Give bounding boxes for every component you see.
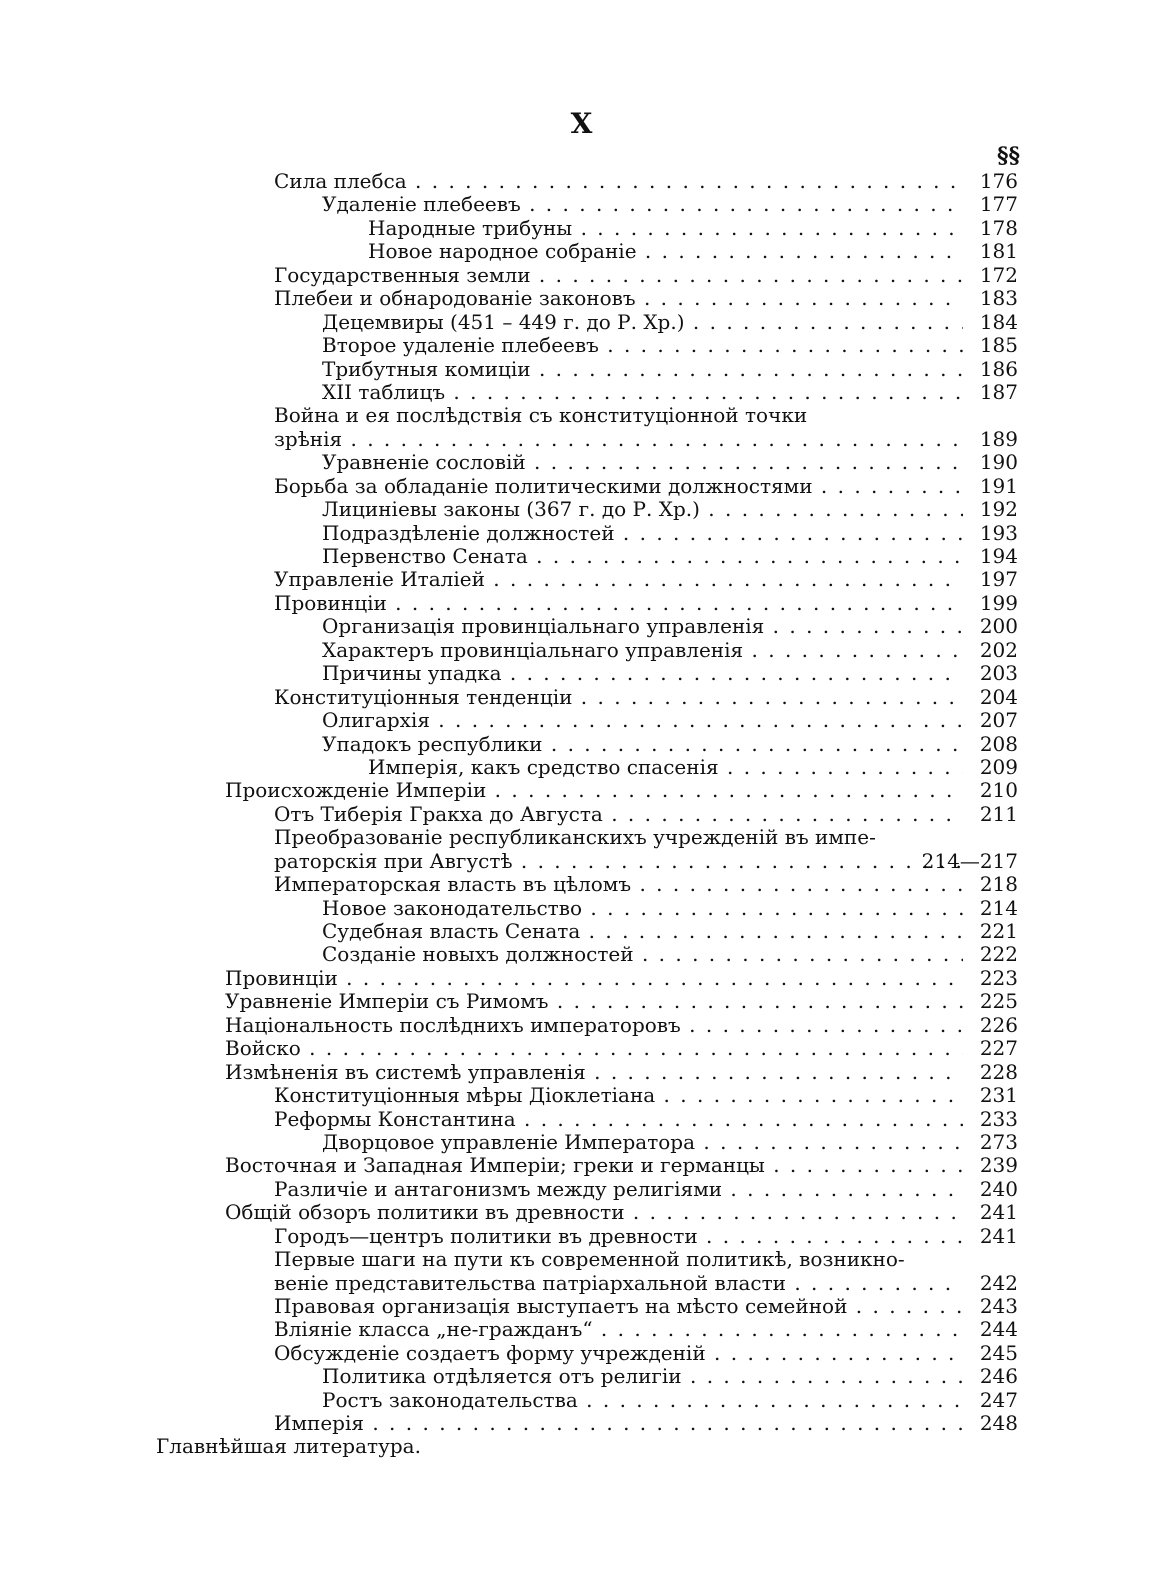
toc-entry: [0, 826, 1163, 849]
toc-entry-page: 189: [979, 426, 1018, 451]
toc-entry-title: Провинціи . . .: [274, 592, 963, 615]
toc-entry-page: 204: [979, 684, 1018, 709]
toc-entry-page: 207: [979, 708, 1018, 733]
toc-entry-title: Національность послѣднихъ императоровъ . . .: [225, 1014, 963, 1037]
toc-entry-page: 233: [979, 1106, 1018, 1131]
toc-entry-page: 187: [979, 379, 1018, 404]
toc-entry: [0, 615, 1163, 638]
toc-entry-page: 223: [979, 965, 1018, 990]
toc-entry-title: Управленіе Италіей . . .: [274, 568, 963, 591]
toc-entry-page: 186: [979, 356, 1018, 381]
toc-entry: [0, 498, 1163, 521]
toc-entry: [0, 404, 1163, 427]
toc-entry-page: 240: [979, 1176, 1018, 1201]
toc-entry-title: Конституціонныя тенденціи . . .: [274, 686, 963, 709]
toc-entry: [0, 170, 1163, 193]
toc-entry: [0, 990, 1163, 1013]
toc-entry-title: Императорская власть въ цѣломъ . . .: [274, 873, 963, 896]
toc-entry-page: 214: [979, 895, 1018, 920]
toc-entry: [0, 522, 1163, 545]
toc-entry-title: Упадокъ республики . . .: [322, 733, 963, 756]
toc-entry: [0, 1365, 1163, 1388]
toc-entry-page: 178: [979, 215, 1018, 240]
toc-entry-page: 194: [979, 544, 1018, 568]
toc-entry-page: 247: [979, 1387, 1018, 1412]
toc-entry-page: 241: [979, 1200, 1018, 1225]
toc-entry: [0, 1272, 1163, 1295]
toc-entry-page: 228: [979, 1059, 1018, 1084]
toc-entry-page: 191: [979, 473, 1018, 498]
toc-entry-page: 183: [979, 286, 1018, 311]
toc-entry-title: Правовая организація выступаетъ на мѣсто семейной . . .: [274, 1295, 963, 1318]
toc-entry-page: 184: [979, 309, 1018, 334]
toc-entry-title: Трибутныя комиціи . . .: [322, 358, 963, 381]
toc-entry-page: 193: [979, 520, 1018, 545]
toc-entry: [0, 592, 1163, 615]
toc-entry-title: Реформы Константина . . .: [274, 1108, 963, 1131]
toc-entry-title: Городъ—центръ политики въ древности . . .: [274, 1225, 963, 1248]
toc-entry: [0, 1225, 1163, 1248]
toc-entry-title: Народные трибуны . . .: [368, 217, 963, 240]
toc-entry-title: XII таблицъ . . .: [322, 381, 963, 404]
toc-entry-title: Политика отдѣляется отъ религіи . . .: [322, 1365, 963, 1388]
toc-entry-title: Лициніевы законы (367 г. до Р. Хр.) . . .: [322, 498, 963, 521]
toc-entry-page: 199: [979, 590, 1018, 615]
toc-entry-title: Организація провинціальнаго управленія . . .: [322, 615, 963, 638]
toc-entry-title: Причины упадка . . .: [322, 662, 963, 685]
toc-entry-title: Судебная власть Сената . . .: [322, 920, 963, 943]
toc-entry: [0, 1412, 1163, 1435]
toc-entry: [0, 1108, 1163, 1131]
toc-entry: [0, 873, 1163, 896]
toc-entry-page: 226: [979, 1012, 1018, 1037]
toc-entry: [0, 1178, 1163, 1201]
toc-entry-page: 192: [979, 497, 1018, 522]
toc-entry-title: Ростъ законодательства . . .: [322, 1389, 963, 1412]
toc-entry-title: Подраздѣленіе должностей . . .: [322, 522, 963, 545]
toc-entry: [0, 568, 1163, 591]
toc-entry-title: Имперія . . .: [274, 1412, 963, 1435]
toc-entry: [0, 967, 1163, 990]
toc-entry: [0, 264, 1163, 287]
toc-entry-title: Отъ Тиберія Гракха до Августа . . .: [274, 803, 963, 826]
toc-entry-title: Сила плебса . . .: [274, 170, 963, 193]
toc-entry: [0, 358, 1163, 381]
toc-entry-page: 200: [979, 614, 1018, 639]
toc-entry-title: Децемвиры (451 – 449 г. до Р. Хр.) . . .: [322, 311, 963, 334]
toc-entry-page: 242: [979, 1270, 1018, 1295]
toc-entry: [0, 897, 1163, 920]
toc-entry-title: Созданіе новыхъ должностей . . .: [322, 943, 963, 966]
toc-entry: [0, 1061, 1163, 1084]
toc-entry-page: 222: [979, 942, 1018, 967]
toc-entry-title: Новое народное собраніе . . .: [368, 240, 963, 263]
toc-entry-title: Обсужденіе создаетъ форму учрежденій . . .: [274, 1342, 963, 1365]
toc-entry-page: 221: [979, 919, 1018, 943]
toc-entry-title: веніе представительства патріархальной власти . . .: [274, 1272, 963, 1295]
toc-entry-title: Первые шаги на пути къ современной политикѣ, возникно-: [274, 1248, 905, 1272]
toc-entry-title: Конституціонныя мѣры Діоклетіана . . .: [274, 1084, 963, 1107]
toc-entry-page: 214—217: [921, 848, 1018, 873]
toc-entry-page: 176: [979, 169, 1018, 193]
toc-entry-title: Государственныя земли . . .: [274, 264, 963, 287]
toc-entry-title: Новое законодательство . . .: [322, 897, 963, 920]
toc-entry-page: 181: [979, 239, 1018, 264]
toc-entry: [0, 1295, 1163, 1318]
toc-entry: [0, 1389, 1163, 1412]
toc-entry-page: 248: [979, 1411, 1018, 1436]
toc-entry: [0, 920, 1163, 943]
toc-entry-title: Второе удаленіе плебеевъ . . .: [322, 334, 963, 357]
toc-entry-page: 218: [979, 872, 1018, 897]
toc-entry: [0, 545, 1163, 568]
toc-entry-title: Первенство Сената . . .: [322, 545, 963, 568]
page-number: X: [570, 107, 593, 140]
toc-entry: [0, 1318, 1163, 1341]
toc-entry-page: 227: [979, 1036, 1018, 1061]
toc-entry-page: 190: [979, 450, 1018, 475]
toc-entry-title: Дворцовое управленіе Императора . . .: [322, 1131, 963, 1154]
toc-entry: [0, 943, 1163, 966]
toc-entry-title: Плебеи и обнародованіе законовъ . . .: [274, 287, 963, 310]
toc-entry-title: Измѣненія въ системѣ управленія . . .: [225, 1061, 963, 1084]
toc-entry: [0, 1248, 1163, 1271]
toc-entry-title: Восточная и Западная Имперіи; греки и германцы . . .: [225, 1154, 963, 1177]
toc-entry-title: Удаленіе плебеевъ . . .: [322, 193, 963, 216]
toc-entry-page: 211: [979, 801, 1018, 826]
toc-entry: [0, 1037, 1163, 1060]
toc-entry: [0, 850, 1163, 873]
toc-entry-title: Олигархія . . .: [322, 709, 963, 732]
toc-entry-title: Вліяніе класса „не-гражданъ“ . . .: [274, 1318, 963, 1341]
toc-entry: [0, 1201, 1163, 1224]
toc-entry-title: Уравненіе сословій . . .: [322, 451, 963, 474]
table-of-contents: [0, 170, 1163, 1436]
toc-entry-page: 203: [979, 661, 1018, 686]
toc-entry-page: 243: [979, 1294, 1018, 1318]
toc-entry-page: 225: [979, 989, 1018, 1014]
toc-entry-page: 172: [979, 262, 1018, 287]
toc-entry-title: Уравненіе Имперіи съ Римомъ . . .: [225, 990, 963, 1013]
toc-entry: [0, 779, 1163, 802]
toc-entry-page: 231: [979, 1083, 1018, 1108]
toc-entry-page: 273: [979, 1129, 1018, 1154]
toc-entry-title: Война и ея послѣдствія съ конституціонной точки: [274, 404, 808, 428]
toc-entry: [0, 1154, 1163, 1177]
toc-entry: [0, 381, 1163, 404]
toc-entry: [0, 733, 1163, 756]
toc-entry-page: 185: [979, 333, 1018, 358]
toc-entry-title: Войско . . .: [225, 1037, 963, 1060]
toc-entry-page: 208: [979, 731, 1018, 756]
toc-entry-title: Различіе и антагонизмъ между религіями . . .: [274, 1178, 963, 1201]
toc-entry-title: Борьба за обладаніе политическими должностями . . .: [274, 475, 963, 498]
toc-entry: [0, 1131, 1163, 1154]
toc-entry-title: Преобразованіе республиканскихъ учрежденій въ импе-: [274, 826, 876, 850]
toc-entry-page: 209: [979, 754, 1018, 779]
toc-entry: [0, 217, 1163, 240]
toc-entry-page: 246: [979, 1364, 1018, 1389]
footer-literature: Главнѣйшая литература.: [156, 1434, 421, 1458]
toc-entry: [0, 662, 1163, 685]
toc-entry-title: зрѣнія . . .: [274, 428, 963, 451]
toc-entry: [0, 803, 1163, 826]
toc-entry-title: Характеръ провинціальнаго управленія . . .: [322, 639, 963, 662]
toc-entry: [0, 1342, 1163, 1365]
toc-entry: [0, 428, 1163, 451]
toc-entry-page: 197: [979, 567, 1018, 592]
toc-entry-title: Общій обзоръ политики въ древности . . .: [225, 1201, 963, 1224]
toc-entry: [0, 686, 1163, 709]
toc-entry: [0, 475, 1163, 498]
toc-entry-page: 239: [979, 1153, 1018, 1178]
toc-entry: [0, 1084, 1163, 1107]
toc-entry-page: 177: [979, 192, 1018, 217]
toc-entry: [0, 311, 1163, 334]
toc-entry: [0, 709, 1163, 732]
toc-entry: [0, 756, 1163, 779]
toc-entry: [0, 193, 1163, 216]
toc-entry-page: 244: [979, 1317, 1018, 1342]
section-mark: §§: [996, 143, 1020, 169]
toc-entry-title: Провинціи . . .: [225, 967, 963, 990]
toc-entry: [0, 639, 1163, 662]
toc-entry-page: 202: [979, 637, 1018, 662]
toc-entry-title: Имперія, какъ средство спасенія . . .: [368, 756, 963, 779]
toc-entry: [0, 287, 1163, 310]
toc-entry: [0, 1014, 1163, 1037]
toc-entry-page: 245: [979, 1340, 1018, 1365]
toc-entry: [0, 240, 1163, 263]
toc-entry-title: Происхожденіе Имперіи . . .: [225, 779, 963, 802]
toc-entry: [0, 451, 1163, 474]
toc-entry: [0, 334, 1163, 357]
toc-entry-page: 210: [979, 778, 1018, 803]
toc-entry-page: 241: [979, 1223, 1018, 1248]
toc-entry-title: раторскія при Августѣ . . .: [274, 850, 963, 873]
